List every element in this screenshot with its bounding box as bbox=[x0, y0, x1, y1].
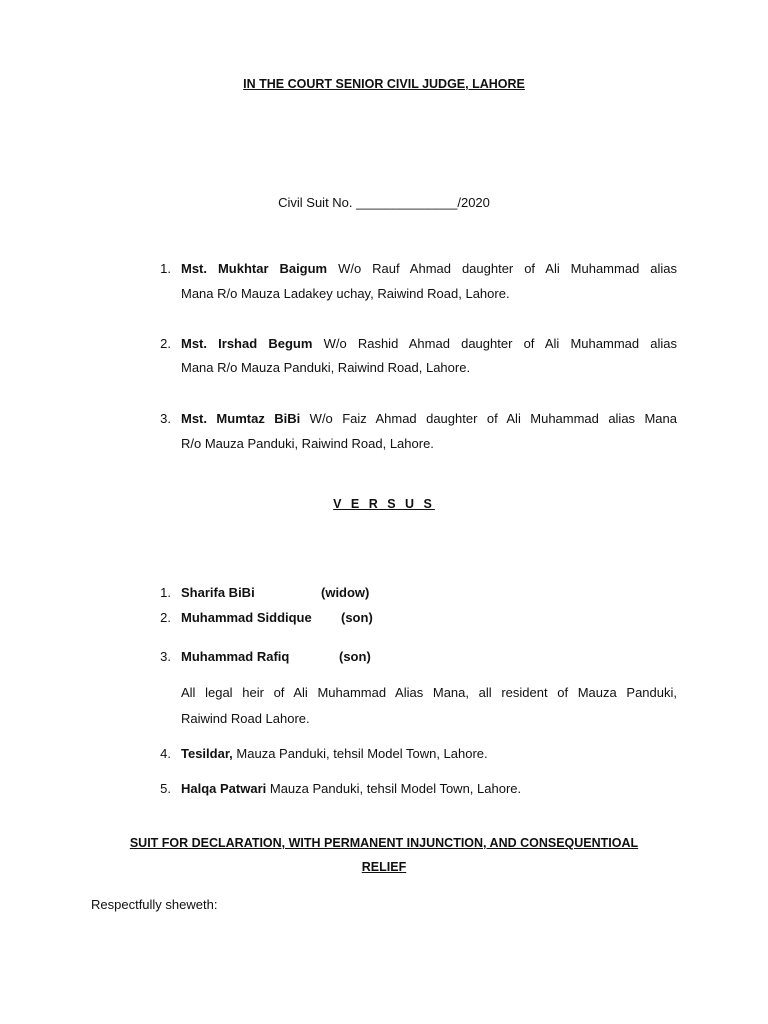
plaintiff-line bbox=[181, 411, 677, 426]
official-details: Mauza Panduki, tehsil Model Town, Lahore. bbox=[266, 781, 522, 796]
plaintiff-name: Mst. Mukhtar Baigum bbox=[181, 261, 328, 276]
plaintiff-name: Mst. Mumtaz BiBi bbox=[181, 411, 301, 426]
plaintiff-name: Mst. Irshad Begum bbox=[181, 336, 313, 351]
plaintiff-address: Mana R/o Mauza Panduki, Raiwind Road, Lahore. bbox=[181, 360, 471, 375]
plaintiff-details: W/o Faiz Ahmad daughter of Ali Muhammad alias Mana bbox=[300, 411, 677, 426]
defendant-name: Sharifa BiBi bbox=[181, 585, 255, 600]
official-line bbox=[181, 781, 677, 796]
list-number: 5. bbox=[160, 781, 171, 796]
plaintiff-details: W/o Rauf Ahmad daughter of Ali Muhammad alias bbox=[327, 261, 677, 276]
list-number: 2. bbox=[160, 610, 171, 625]
versus-heading: V E R S U S bbox=[333, 497, 435, 511]
plaintiff-address: Mana R/o Mauza Ladakey uchay, Raiwind Road, Lahore. bbox=[181, 286, 510, 301]
plaintiff-address: R/o Mauza Panduki, Raiwind Road, Lahore. bbox=[181, 436, 434, 451]
list-number: 1. bbox=[160, 585, 171, 600]
plaintiff-line bbox=[181, 261, 677, 276]
suit-title: SUIT FOR DECLARATION, WITH PERMANENT INJUNCTION, AND CONSEQUENTIOAL bbox=[129, 836, 639, 850]
salutation: Respectfully sheweth: bbox=[91, 897, 218, 912]
defendant-name: Muhammad Siddique bbox=[181, 610, 312, 625]
suit-title-continued: RELIEF bbox=[361, 860, 407, 874]
list-number: 4. bbox=[160, 746, 171, 761]
list-number: 1. bbox=[160, 261, 171, 276]
defendant-name: Muhammad Rafiq bbox=[181, 649, 290, 664]
defendant-relation: (son) bbox=[341, 610, 373, 625]
court-heading: IN THE COURT SENIOR CIVIL JUDGE, LAHORE bbox=[243, 77, 525, 91]
list-number: 2. bbox=[160, 336, 171, 351]
civil-suit-number: Civil Suit No. ______________/2020 bbox=[278, 195, 490, 210]
defendant-relation: (widow) bbox=[321, 585, 370, 600]
legal-heirs-line: All legal heir of Ali Muhammad Alias Mana, all resident of Mauza Panduki, bbox=[181, 685, 677, 700]
list-number: 3. bbox=[160, 411, 171, 426]
official-details: Mauza Panduki, tehsil Model Town, Lahore. bbox=[232, 746, 488, 761]
plaintiff-details: W/o Rashid Ahmad daughter of Ali Muhammad alias bbox=[312, 336, 678, 351]
official-name: Halqa Patwari bbox=[181, 781, 267, 796]
official-line bbox=[181, 746, 677, 761]
official-name: Tesildar, bbox=[181, 746, 233, 761]
list-number: 3. bbox=[160, 649, 171, 664]
plaintiff-line bbox=[181, 336, 677, 351]
defendant-relation: (son) bbox=[339, 649, 371, 664]
legal-heirs-address: Raiwind Road Lahore. bbox=[181, 711, 310, 726]
